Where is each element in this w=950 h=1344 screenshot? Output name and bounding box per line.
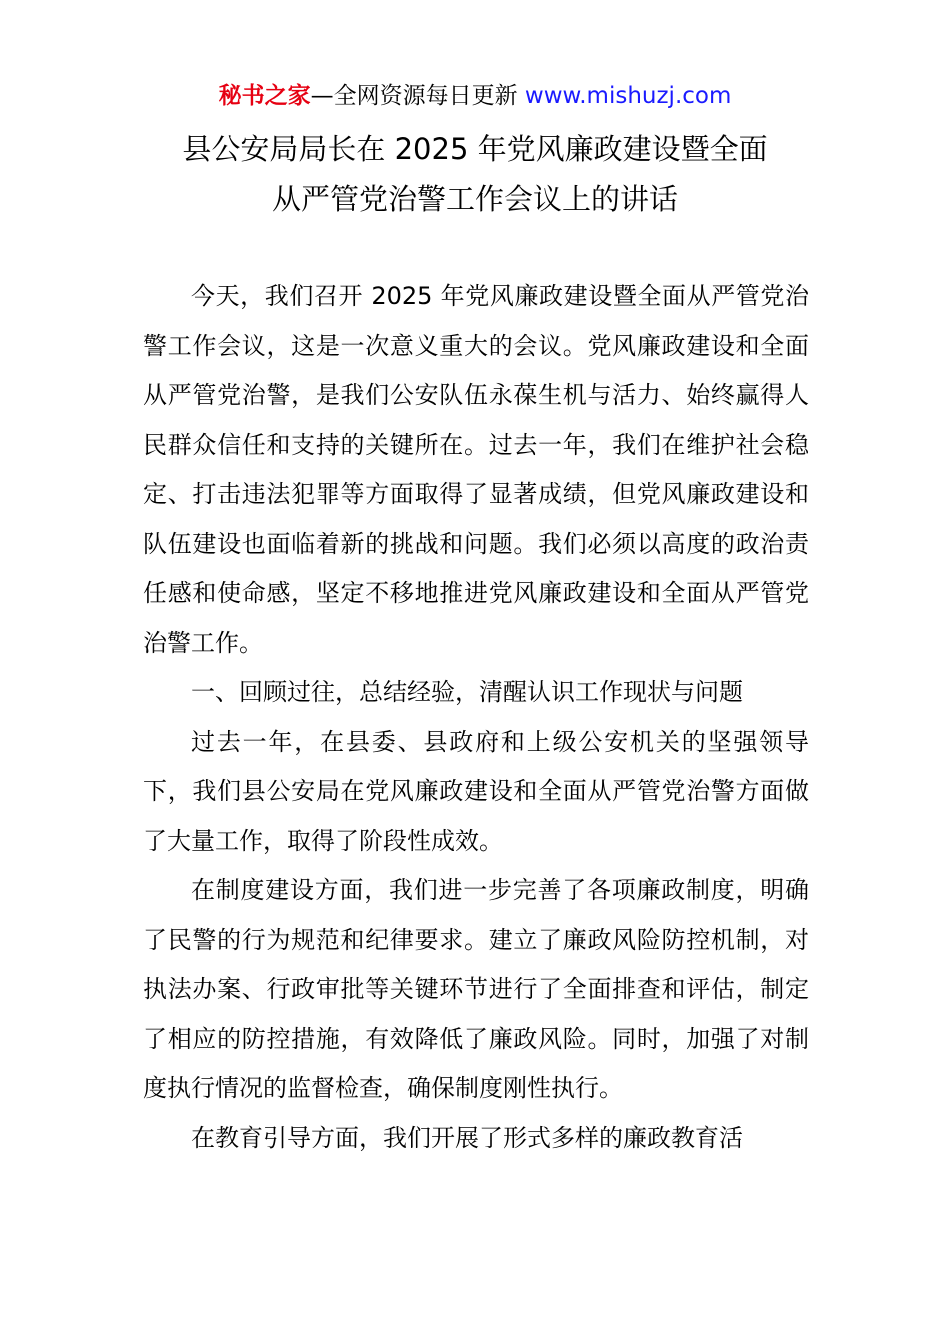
document-title — [0, 124, 950, 224]
document-body — [143, 272, 809, 1163]
paragraph-education: 在教育引导方面，我们开展了形式多样的廉政教育活 — [191, 1123, 743, 1152]
paragraph-intro: 今天，我们召开 2025 年党风廉政建设暨全面从严管党治警工作会议，这是一次意义重大的会议。党风廉政建设和全面从严管党治警，是我们公安队伍永葆生机与活力、始终赢得人民群众信任和支持的关键所在。过去一年，我们在维护社会稳定、打击违法犯罪等方面取得了显著成绩，但党风廉政建设和队伍建设也面临着新的挑战和问题。我们必须以高度的政治责任感和使命感，坚定不移地推进党风廉政建设和全面从严管党治警工作。 — [143, 282, 809, 657]
title-line-2: 从严管党治警工作会议上的讲话 — [271, 182, 678, 216]
brand-name: 秘书之家 — [218, 83, 311, 109]
site-header — [0, 80, 950, 112]
paragraph-system-building: 在制度建设方面，我们进一步完善了各项廉政制度，明确了民警的行为规范和纪律要求。建立了廉政风险防控机制，对执法办案、行政审批等关键环节进行了全面排查和评估，制定了相应的防控措施，有效降低了廉政风险。同时，加强了对制度执行情况的监督检查，确保制度刚性执行。 — [143, 876, 809, 1102]
section-heading-1: 一、回顾过往，总结经验，清醒认识工作现状与问题 — [191, 678, 743, 706]
title-line-1: 县公安局局长在 2025 年党风廉政建设暨全面 — [182, 132, 768, 166]
header-tagline: —全网资源每日更新 — [310, 83, 525, 109]
site-url-link[interactable]: www.mishuzj.com — [524, 83, 732, 109]
paragraph-review: 过去一年，在县委、县政府和上级公安机关的坚强领导下，我们县公安局在党风廉政建设和全面从严管党治警方面做了大量工作，取得了阶段性成效。 — [143, 727, 809, 855]
